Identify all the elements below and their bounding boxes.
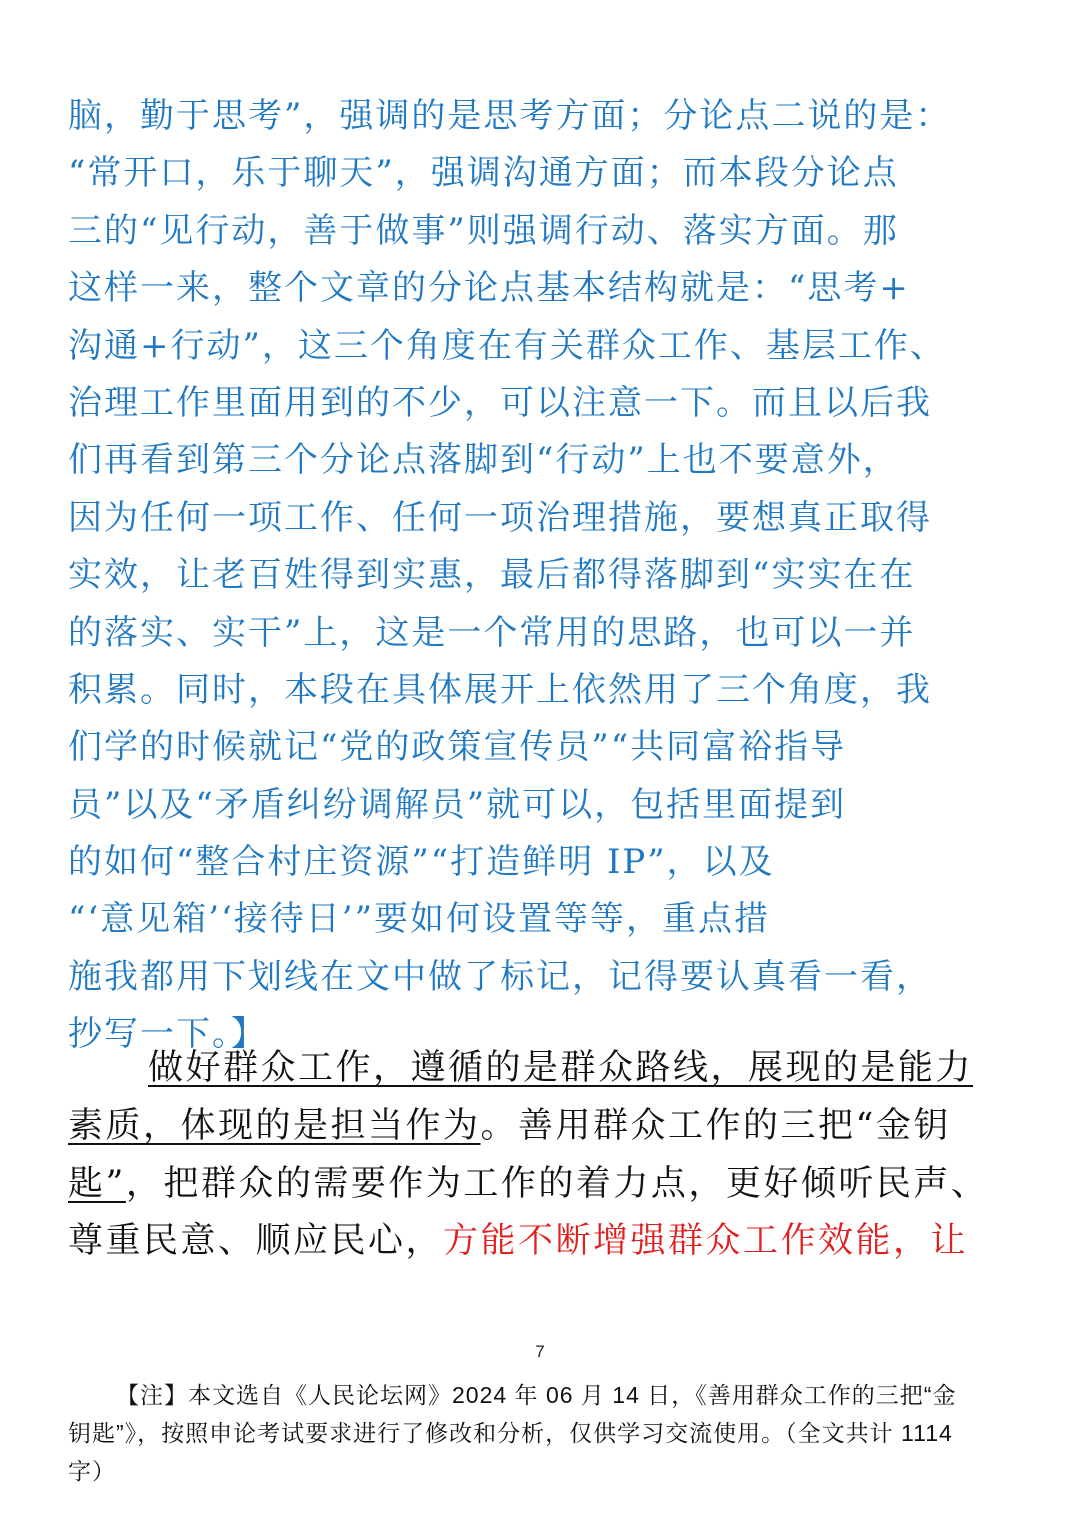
essay-paragraph (68, 1040, 1028, 1271)
footnote-line: 钥匙”》，按照申论考试要求进行了修改和分析，仅供学习交流使用。（全文共计 1114 (68, 1420, 953, 1446)
commentary-line: 因为任何一项工作、任何一项治理措施，要想真正取得 (68, 497, 932, 538)
commentary-line: 的落实、实干”上，这是一个常用的思路，也可以一并 (68, 612, 916, 653)
page-number: 7 (535, 1342, 545, 1361)
commentary-line: 三的“见行动，善于做事”则强调行动、落实方面。那 (68, 210, 899, 251)
commentary-line: 积累。同时，本段在具体展开上依然用了三个角度，我 (68, 669, 932, 710)
commentary-line: 沟通+行动”，这三个角度在有关群众工作、基层工作、 (68, 325, 946, 366)
underlined-key-sentence: 素质，体现的是担当作为 (68, 1105, 481, 1146)
commentary-line: “‘意见箱’‘接待日’”要如何设置等等，重点措 (68, 899, 770, 940)
commentary-line: 这样一来，整个文章的分论点基本结构就是：“思考+ (68, 268, 910, 309)
commentary-line: “常开口，乐于聊天”，强调沟通方面；而本段分论点 (68, 153, 899, 194)
analysis-commentary (68, 88, 1028, 1064)
footnote-line: 字） (68, 1458, 116, 1484)
essay-line (68, 1156, 1028, 1214)
underlined-key-sentence: 做好群众工作，遵循的是群众路线，展现的是能力 (148, 1048, 974, 1088)
commentary-line: 脑，勤于思考”，强调的是思考方面；分论点二说的是： (68, 96, 952, 136)
highlighted-conclusion: 方能不断增强群众工作效能，让 (443, 1221, 969, 1262)
commentary-line: 们学的时候就记“党的政策宣传员”“共同富裕指导 (68, 727, 847, 768)
commentary-line: 施我都用下划线在文中做了标记，记得要认真看一看， (68, 956, 932, 997)
essay-line (68, 1098, 1028, 1156)
commentary-line: 治理工作里面用到的不少，可以注意一下。而且以后我 (68, 382, 932, 423)
commentary-line: 员”以及“矛盾纠纷调解员”就可以，包括里面提到 (68, 784, 847, 825)
underlined-key-sentence: 匙” (68, 1163, 126, 1204)
essay-text: ，把群众的需要作为工作的着力点，更好倾听民声、 (125, 1163, 989, 1204)
footnote-line: 【注】本文选自《人民论坛网》2024 年 06 月 14 日，《善用群众工作的三把“金 (116, 1382, 957, 1408)
commentary-line: 实效，让老百姓得到实惠，最后都得落脚到“实实在在 (68, 555, 916, 596)
essay-line (68, 1213, 1028, 1271)
commentary-line: 抄写一下。】 (68, 1014, 267, 1055)
source-footnote (68, 1376, 1028, 1490)
essay-text: 尊重民意、顺应民心， (68, 1221, 444, 1262)
commentary-line: 的如何“整合村庄资源”“打造鲜明 IP”，以及 (68, 842, 775, 883)
essay-text: 。善用群众工作的三把“金钥 (480, 1105, 951, 1146)
commentary-line: 们再看到第三个分论点落脚到“行动”上也不要意外， (68, 440, 899, 481)
essay-line (68, 1040, 1028, 1098)
